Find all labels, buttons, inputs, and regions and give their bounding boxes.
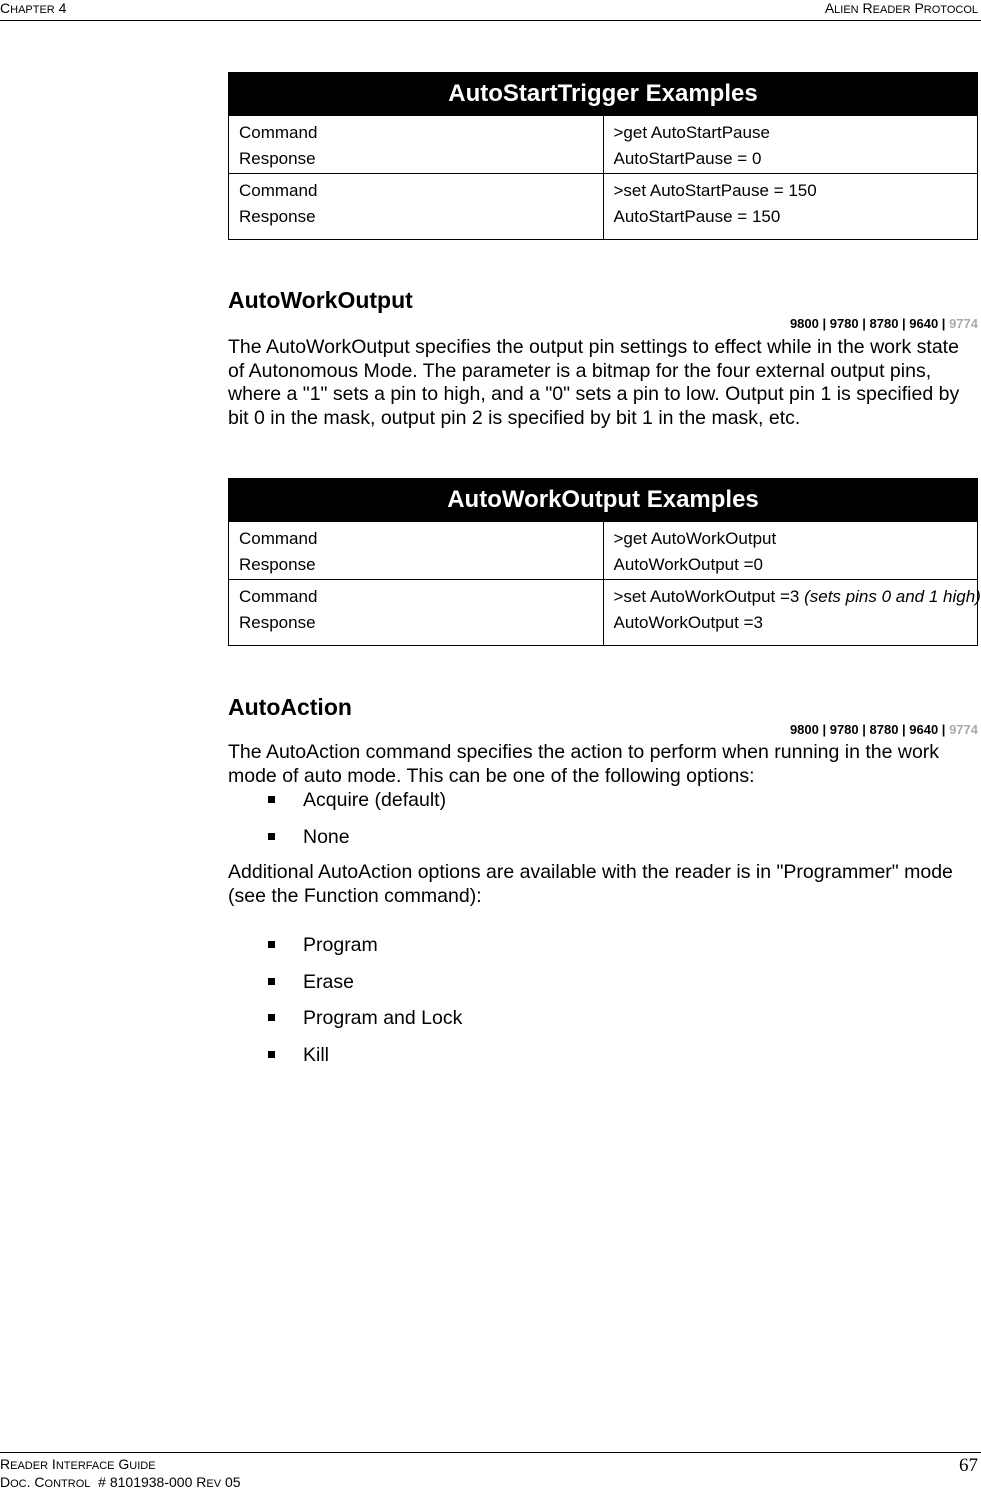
header-rule [0, 20, 981, 21]
row-label: Command [239, 123, 318, 142]
square-bullet-icon [268, 1051, 275, 1058]
row-label: Response [239, 555, 316, 574]
model-list: 9800 | 9780 | 8780 | 9640 | [789, 722, 946, 737]
row-value: >get AutoWorkOutput [613, 529, 777, 548]
model-compatibility [790, 316, 978, 331]
row-value: AutoStartPause = 150 [613, 207, 781, 226]
table-row [229, 580, 978, 646]
table-row [229, 522, 978, 580]
model-list: 9800 | 9780 | 8780 | 9640 | [789, 316, 946, 331]
table-title: AutoWorkOutput Examples [229, 479, 978, 522]
square-bullet-icon [268, 978, 275, 985]
table-title: AutoStartTrigger Examples [229, 73, 978, 116]
square-bullet-icon [268, 1014, 275, 1021]
page-number: 67 [959, 1455, 978, 1476]
row-value: >set AutoWorkOutput =3 [613, 587, 800, 606]
autoworkoutput-examples-table [228, 478, 981, 646]
model-compatibility [790, 722, 978, 737]
square-bullet-icon [268, 833, 275, 840]
row-value: >get AutoStartPause [613, 123, 770, 142]
row-label: Response [239, 207, 316, 226]
row-label: Command [239, 587, 318, 606]
row-value-with-note [613, 584, 981, 610]
square-bullet-icon [268, 796, 275, 803]
list-item-text: Program and Lock [303, 1007, 463, 1029]
row-value: AutoWorkOutput =3 [613, 613, 763, 632]
section-title: AutoWorkOutput [228, 287, 413, 313]
row-label: Command [239, 529, 318, 548]
row-value: AutoStartPause = 0 [613, 149, 762, 168]
list-item-text: Erase [303, 971, 354, 993]
footer-guide: READER INTERFACE GUIDE [0, 1456, 156, 1472]
list-item-text: Acquire (default) [303, 789, 447, 811]
section-body: The AutoAction command specifies the action to perform when running in the work mode of auto mode. This can be one of the following options: [228, 741, 940, 787]
footer-doc-control: DOC. CONTROL # 8101938-000 REV 05 [0, 1474, 241, 1490]
autostarttrigger-examples-table [228, 72, 978, 240]
list-item-text: Program [303, 934, 378, 956]
row-value: >set AutoStartPause = 150 [613, 181, 817, 200]
section-body-additional: Additional AutoAction options are available with the reader is in "Programmer" mode (see the Function command): [228, 861, 953, 907]
row-value: AutoWorkOutput =0 [613, 555, 763, 574]
section-body: The AutoWorkOutput specifies the output pin settings to effect while in the work state of Autonomous Mode. The parameter is a bitmap for the four external output pins, where a "1" sets a pin to high, and a "0" sets a pin to low. Output pin 1 is specified by bit 0 in the mask, output pin 2 is specified by bit 1 in the mask, etc. [228, 336, 960, 429]
model-list-unsupported: 9774 [949, 316, 978, 331]
section-title: AutoAction [228, 694, 352, 720]
square-bullet-icon [268, 941, 275, 948]
row-note: (sets pins 0 and 1 high) [804, 587, 981, 606]
footer-rule [0, 1452, 981, 1453]
table-row [229, 116, 978, 174]
list-item-text: None [303, 826, 350, 848]
model-list-unsupported: 9774 [949, 722, 978, 737]
row-label: Response [239, 149, 316, 168]
list-item-text: Kill [303, 1044, 330, 1066]
row-label: Response [239, 613, 316, 632]
header-chapter: CHAPTER 4 [0, 0, 67, 16]
row-label: Command [239, 181, 318, 200]
table-row [229, 174, 978, 240]
header-title: ALIEN READER PROTOCOL [824, 0, 978, 16]
